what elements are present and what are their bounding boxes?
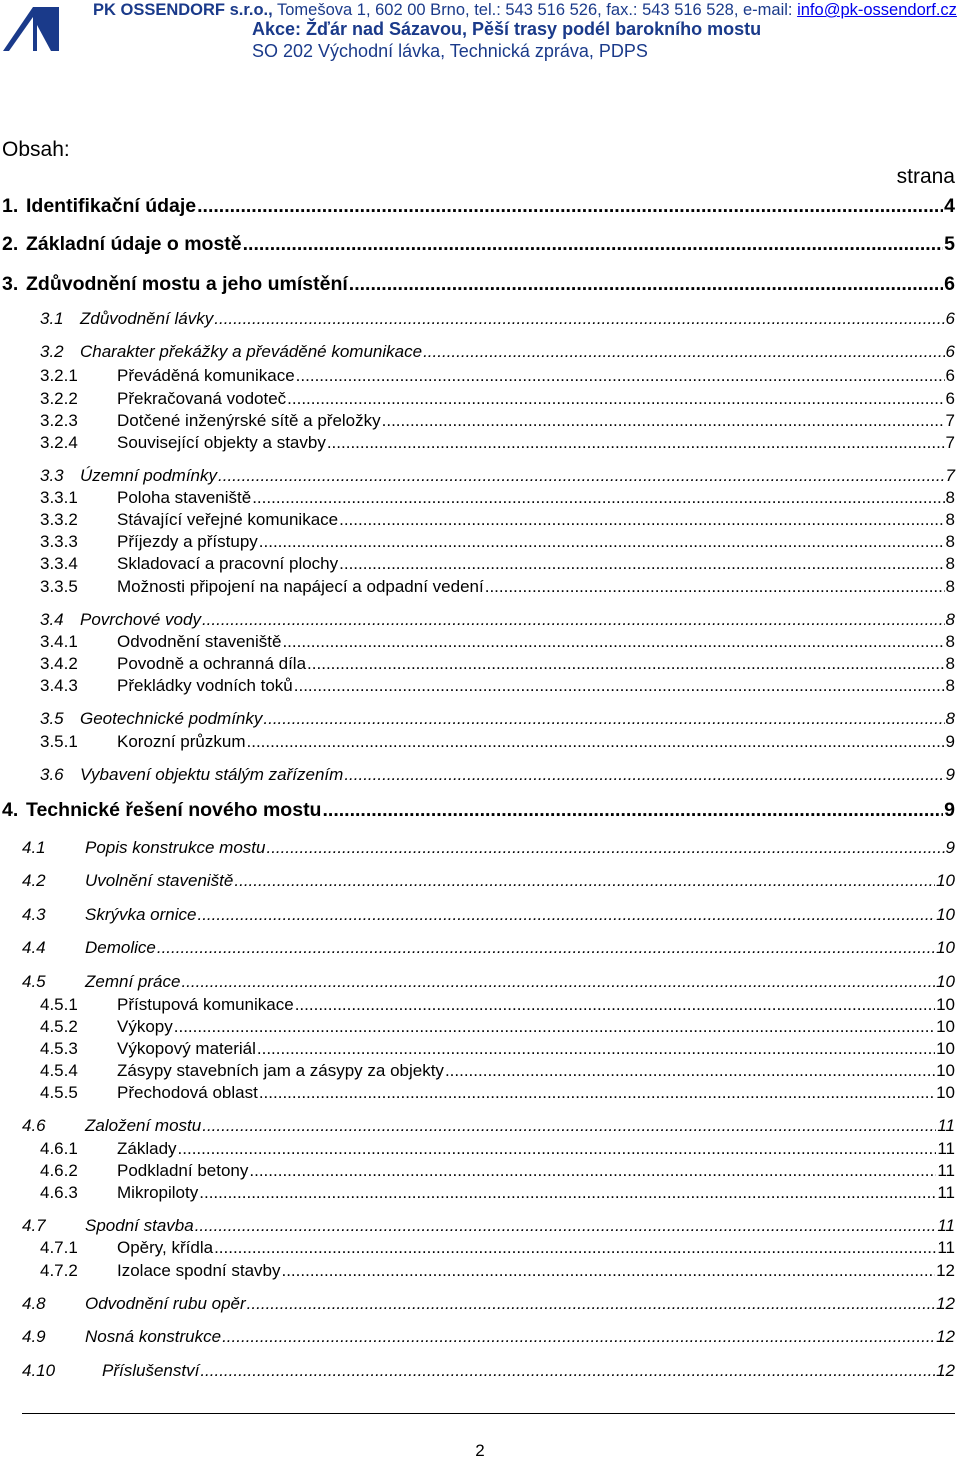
toc-entry-number: 3.4.1 — [40, 632, 78, 651]
toc-entry-number: 4.6.1 — [40, 1139, 78, 1158]
toc-entry[interactable] — [40, 389, 955, 409]
toc-leader-dots — [200, 1361, 935, 1381]
toc-entry-number: 3.2 — [40, 342, 64, 361]
toc-entry-title: Příjezdy a přístupy — [117, 532, 258, 551]
toc-entry-page: 9 — [944, 799, 955, 821]
toc-entry-title: Opěry, křídla — [117, 1238, 214, 1257]
toc-entry-title: Skrývka ornice — [85, 905, 197, 924]
toc-entry-page: 8 — [945, 532, 955, 551]
toc-entry-number: 4.10 — [22, 1361, 56, 1380]
toc-entry[interactable] — [40, 1183, 955, 1203]
toc-entry-title: Překračovaná vodoteč — [117, 389, 287, 408]
toc-entry-number: 3.1 — [40, 309, 64, 328]
toc-entry-title: Výkopový materiál — [117, 1039, 256, 1058]
toc-entry-number: 4.2 — [22, 871, 46, 890]
toc-entry-title: Odvodnění staveniště — [117, 632, 282, 651]
toc-entry-title: Charakter překážky a převáděné komunikace — [80, 342, 423, 361]
toc-entry-title: Převáděná komunikace — [117, 366, 295, 385]
toc-leader-dots — [263, 709, 944, 729]
toc-entry-page: 8 — [945, 554, 955, 573]
toc-leader-dots — [327, 433, 945, 453]
toc-entry-page: 5 — [944, 233, 955, 255]
toc-entry[interactable] — [40, 554, 955, 574]
toc-entry-page: 10 — [936, 871, 955, 890]
toc-leader-dots — [243, 233, 944, 256]
toc-entry-title: Demolice — [85, 938, 156, 957]
toc-leader-dots — [259, 1083, 935, 1103]
header-contact-line — [93, 1, 960, 20]
toc-entry-title: Vybavení objektu stálým zařízením — [80, 765, 344, 784]
toc-entry[interactable] — [22, 838, 955, 858]
toc-entry-title: Přístupová komunikace — [117, 995, 294, 1014]
toc-entry-page: 12 — [936, 1294, 955, 1313]
toc-entry-number: 3.6 — [40, 765, 64, 784]
toc-entry[interactable] — [22, 1116, 955, 1136]
toc-entry-number: 4.9 — [22, 1327, 46, 1346]
toc-entry[interactable] — [22, 1294, 955, 1314]
toc-entry-title: Zdůvodnění lávky — [80, 309, 214, 328]
toc-entry-page: 6 — [944, 273, 955, 295]
toc-leader-dots — [257, 1039, 935, 1059]
page-column-label: strana — [896, 165, 955, 188]
toc-entry[interactable] — [22, 972, 955, 992]
toc-entry-number: 3.2.2 — [40, 389, 78, 408]
toc-entry[interactable] — [40, 1238, 955, 1258]
toc-entry-page: 10 — [936, 972, 955, 991]
toc-entry[interactable] — [40, 1061, 955, 1081]
toc-entry-page: 8 — [945, 654, 955, 673]
toc-entry-page: 10 — [936, 1083, 955, 1102]
toc-entry[interactable] — [2, 233, 955, 256]
toc-leader-dots — [294, 676, 945, 696]
toc-leader-dots — [197, 195, 943, 218]
toc-entry[interactable] — [40, 1261, 955, 1281]
toc-entry-title: Základní údaje o mostě — [26, 233, 242, 255]
toc-entry[interactable] — [40, 1161, 955, 1181]
toc-leader-dots — [349, 273, 943, 296]
toc-entry[interactable] — [40, 1039, 955, 1059]
toc-entry-number: 3.5 — [40, 709, 64, 728]
toc-entry-number: 3.3.5 — [40, 577, 78, 596]
toc-entry-title: Spodní stavba — [85, 1216, 194, 1235]
toc-entry-page: 4 — [944, 195, 955, 217]
toc-entry-page: 6 — [945, 389, 955, 408]
toc-entry-number: 4.7.2 — [40, 1261, 78, 1280]
toc-entry-page: 7 — [945, 466, 955, 485]
toc-leader-dots — [247, 732, 945, 752]
toc-entry-title: Překládky vodních toků — [117, 676, 293, 695]
toc-entry-page: 12 — [936, 1261, 955, 1280]
toc-entry-number: 3.5.1 — [40, 732, 78, 751]
toc-entry-page: 10 — [936, 905, 955, 924]
toc-entry[interactable] — [40, 676, 955, 696]
toc-heading: Obsah: — [2, 138, 70, 161]
toc-entry-number: 3.3.2 — [40, 510, 78, 529]
toc-leader-dots — [214, 309, 944, 329]
toc-leader-dots — [222, 1327, 935, 1347]
toc-leader-dots — [295, 995, 935, 1015]
toc-entry-page: 10 — [936, 1017, 955, 1036]
toc-entry[interactable] — [22, 938, 955, 958]
toc-leader-dots — [234, 871, 935, 891]
toc-entry-title: Přechodová oblast — [117, 1083, 258, 1102]
toc-entry[interactable] — [40, 466, 955, 486]
toc-leader-dots — [252, 488, 944, 508]
toc-entry-number: 3. — [2, 273, 19, 295]
toc-entry-page: 8 — [945, 709, 955, 728]
toc-leader-dots — [202, 610, 945, 630]
toc-entry[interactable] — [40, 532, 955, 552]
toc-entry[interactable] — [40, 654, 955, 674]
toc-entry-title: Poloha staveniště — [117, 488, 252, 507]
toc-leader-dots — [157, 938, 935, 958]
toc-entry-number: 3.4 — [40, 610, 64, 629]
toc-leader-dots — [339, 554, 944, 574]
toc-entry-page: 8 — [945, 510, 955, 529]
toc-entry-number: 3.3 — [40, 466, 64, 485]
toc-entry[interactable] — [22, 905, 955, 925]
toc-entry-number: 3.4.2 — [40, 654, 78, 673]
toc-entry-title: Dotčené inženýrské sítě a přeložky — [117, 411, 381, 430]
toc-entry-page: 11 — [937, 1216, 955, 1235]
toc-entry-number: 3.2.1 — [40, 366, 78, 385]
company-address: Tomešova 1, 602 00 Brno, tel.: 543 516 526, fax.: 543 516 528, e-mail: — [272, 1, 798, 19]
toc-leader-dots — [181, 972, 935, 992]
toc-entry-title: Zdůvodnění mostu a jeho umístění — [26, 273, 348, 295]
toc-leader-dots — [287, 389, 944, 409]
toc-entry-number: 4.7 — [22, 1216, 46, 1235]
toc-entry[interactable] — [40, 510, 955, 530]
toc-entry-title: Územní podmínky — [80, 466, 217, 485]
toc-entry-number: 3.3.4 — [40, 554, 78, 573]
toc-entry-number: 4.4 — [22, 938, 46, 957]
company-name: PK OSSENDORF s.r.o., — [93, 1, 273, 19]
toc-entry[interactable] — [40, 577, 955, 597]
toc-entry-number: 2. — [2, 233, 19, 255]
toc-leader-dots — [445, 1061, 935, 1081]
toc-entry-title: Zásypy stavebních jam a zásypy za objekty — [117, 1061, 444, 1080]
toc-entry-number: 1. — [2, 195, 19, 217]
toc-entry-title: Zemní práce — [85, 972, 181, 991]
toc-entry-number: 4.8 — [22, 1294, 46, 1313]
toc-entry[interactable] — [40, 433, 955, 453]
toc-entry-number: 3.3.3 — [40, 532, 78, 551]
toc-entry-title: Založení mostu — [85, 1116, 202, 1135]
company-logo-icon — [3, 5, 59, 51]
toc-entry[interactable] — [2, 799, 955, 822]
toc-leader-dots — [423, 342, 944, 362]
toc-entry-page: 11 — [937, 1116, 955, 1135]
toc-entry[interactable] — [40, 1139, 955, 1159]
toc-entry-title: Popis konstrukce mostu — [85, 838, 266, 857]
toc-entry-page: 6 — [945, 309, 955, 328]
toc-entry-page: 10 — [936, 1039, 955, 1058]
toc-entry[interactable] — [40, 488, 955, 508]
toc-leader-dots — [202, 1116, 936, 1136]
toc-entry-page: 10 — [936, 938, 955, 957]
toc-entry-page: 6 — [945, 342, 955, 361]
toc-leader-dots — [322, 799, 943, 822]
toc-leader-dots — [282, 632, 944, 652]
toc-entry[interactable] — [40, 765, 955, 785]
toc-entry[interactable] — [22, 871, 955, 891]
toc-entry-title: Mikropiloty — [117, 1183, 199, 1202]
toc-entry-page: 8 — [945, 577, 955, 596]
toc-entry-page: 8 — [945, 632, 955, 651]
toc-entry-page: 11 — [937, 1183, 955, 1202]
project-title: Akce: Žďár nad Sázavou, Pěší trasy podél barokního mostu — [252, 19, 762, 39]
toc-entry[interactable] — [40, 1017, 955, 1037]
toc-leader-dots — [344, 765, 944, 785]
toc-entry[interactable] — [40, 995, 955, 1015]
toc-entry-number: 4.5.2 — [40, 1017, 78, 1036]
toc-entry-title: Příslušenství — [102, 1361, 200, 1380]
toc-entry-number: 4.1 — [22, 838, 46, 857]
toc-entry-title: Stávající veřejné komunikace — [117, 510, 339, 529]
toc-entry-title: Geotechnické podmínky — [80, 709, 263, 728]
toc-entry[interactable] — [40, 732, 955, 752]
toc-entry[interactable] — [40, 1083, 955, 1103]
toc-entry-page: 9 — [945, 732, 955, 751]
toc-leader-dots — [259, 532, 945, 552]
toc-entry-title: Povrchové vody — [80, 610, 201, 629]
toc-leader-dots — [195, 1216, 937, 1236]
toc-entry[interactable] — [2, 273, 955, 296]
toc-entry-page: 8 — [945, 488, 955, 507]
toc-leader-dots — [307, 654, 944, 674]
toc-entry-title: Uvolnění staveniště — [85, 871, 234, 890]
toc-entry[interactable] — [40, 610, 955, 630]
toc-leader-dots — [178, 1139, 937, 1159]
toc-entry-number: 4.7.1 — [40, 1238, 78, 1257]
toc-entry-title: Související objekty a stavby — [117, 433, 326, 452]
toc-entry-number: 4.3 — [22, 905, 46, 924]
toc-entry-number: 4.5.5 — [40, 1083, 78, 1102]
toc-entry-title: Nosná konstrukce — [85, 1327, 222, 1346]
toc-entry-title: Korozní průzkum — [117, 732, 246, 751]
toc-leader-dots — [281, 1261, 935, 1281]
toc-leader-dots — [174, 1017, 935, 1037]
toc-leader-dots — [266, 838, 944, 858]
page-number: 2 — [475, 1441, 485, 1460]
toc-entry[interactable] — [40, 366, 955, 386]
toc-entry-title: Odvodnění rubu opěr — [85, 1294, 246, 1313]
toc-entry-title: Základy — [117, 1139, 177, 1158]
toc-entry-title: Identifikační údaje — [26, 195, 197, 217]
toc-entry[interactable] — [40, 309, 955, 329]
toc-entry-number: 4.6.2 — [40, 1161, 78, 1180]
toc-entry-title: Výkopy — [117, 1017, 173, 1036]
document-title: SO 202 Východní lávka, Technická zpráva, PDPS — [252, 41, 648, 61]
footer-divider — [22, 1413, 955, 1414]
toc-entry-number: 3.2.3 — [40, 411, 78, 430]
toc-entry-page: 8 — [945, 676, 955, 695]
toc-entry-page: 9 — [945, 765, 955, 784]
toc-entry-title: Skladovací a pracovní plochy — [117, 554, 339, 573]
toc-leader-dots — [199, 1183, 936, 1203]
email-link[interactable]: info@pk-ossendorf.cz — [797, 1, 957, 19]
toc-entry-page: 11 — [937, 1238, 955, 1257]
toc-entry[interactable] — [2, 195, 955, 218]
toc-entry-number: 4. — [2, 799, 19, 821]
toc-entry-number: 3.3.1 — [40, 488, 78, 507]
toc-leader-dots — [382, 411, 945, 431]
toc-entry-page: 10 — [936, 995, 955, 1014]
toc-entry-page: 10 — [936, 1061, 955, 1080]
toc-entry-page: 8 — [945, 610, 955, 629]
toc-entry-page: 7 — [945, 411, 955, 430]
toc-leader-dots — [339, 510, 944, 530]
toc-entry-title: Možnosti připojení na napájecí a odpadní vedení — [117, 577, 484, 596]
toc-leader-dots — [296, 366, 945, 386]
toc-entry-number: 4.5.4 — [40, 1061, 78, 1080]
toc-leader-dots — [247, 1294, 935, 1314]
toc-entry-page: 11 — [937, 1161, 955, 1180]
toc-entry-title: Izolace spodní stavby — [117, 1261, 281, 1280]
toc-leader-dots — [214, 1238, 936, 1258]
toc-entry-title: Podkladní betony — [117, 1161, 249, 1180]
toc-leader-dots — [485, 577, 945, 597]
toc-entry-page: 12 — [936, 1361, 955, 1380]
toc-entry-number: 3.4.3 — [40, 676, 78, 695]
toc-entry[interactable] — [40, 411, 955, 431]
toc-entry[interactable] — [40, 342, 955, 362]
toc-entry-number: 4.6 — [22, 1116, 46, 1135]
toc-entry[interactable] — [22, 1216, 955, 1236]
toc-entry-title: Technické řešení nového mostu — [26, 799, 322, 821]
toc-entry-page: 7 — [945, 433, 955, 452]
toc-entry-number: 4.5.1 — [40, 995, 78, 1014]
toc-leader-dots — [218, 466, 945, 486]
toc-entry[interactable] — [40, 709, 955, 729]
toc-entry-number: 3.2.4 — [40, 433, 78, 452]
toc-entry-page: 9 — [945, 838, 955, 857]
toc-entry-page: 11 — [937, 1139, 955, 1158]
toc-entry[interactable] — [22, 1361, 955, 1381]
toc-entry-title: Povodně a ochranná díla — [117, 654, 307, 673]
toc-leader-dots — [249, 1161, 936, 1181]
toc-entry[interactable] — [40, 632, 955, 652]
toc-leader-dots — [197, 905, 935, 925]
toc-entry[interactable] — [22, 1327, 955, 1347]
toc-entry-number: 4.6.3 — [40, 1183, 78, 1202]
toc-entry-page: 6 — [945, 366, 955, 385]
toc-entry-page: 12 — [936, 1327, 955, 1346]
toc-entry-number: 4.5 — [22, 972, 46, 991]
toc-entry-number: 4.5.3 — [40, 1039, 78, 1058]
